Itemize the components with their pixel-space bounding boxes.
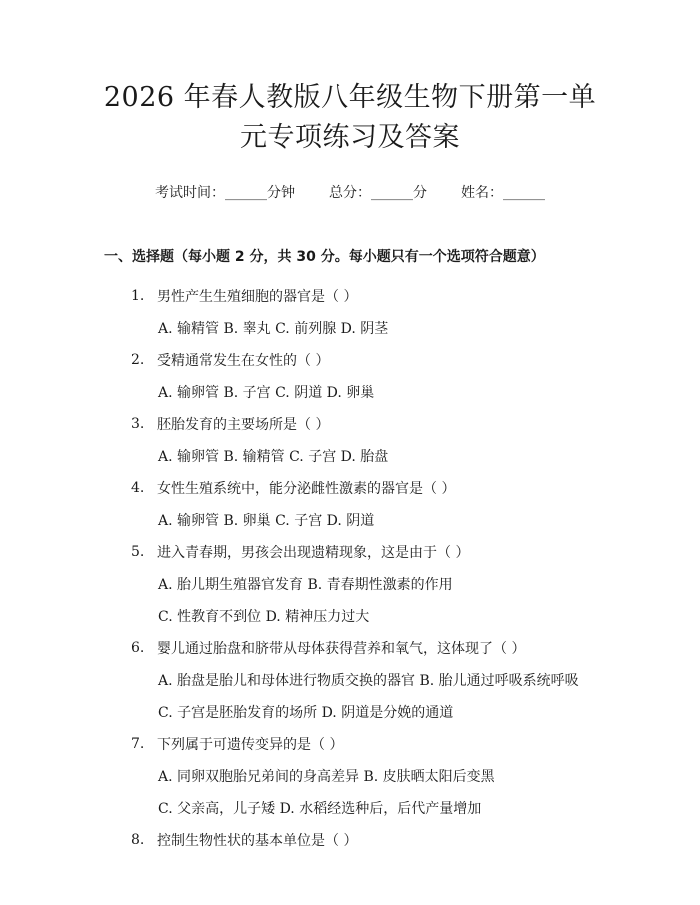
question-item xyxy=(0,280,700,344)
question-item xyxy=(0,728,700,824)
answer-options-line: C. 父亲高，儿子矮 D. 水稻经选种后，后代产量增加 xyxy=(158,801,482,817)
exam-meta xyxy=(0,182,700,202)
section-heading: 一、选择题（每小题 2 分，共 30 分。每小题只有一个选项符合题意） xyxy=(104,249,545,265)
question-item xyxy=(0,824,700,856)
question-stem xyxy=(0,632,700,664)
answer-options-line: A. 输精管 B. 睾丸 C. 前列腺 D. 阴茎 xyxy=(158,321,389,337)
answer-options-line: C. 子宫是胚胎发育的场所 D. 阴道是分娩的通道 xyxy=(158,705,454,721)
document-title: 2026 年春人教版八年级生物下册第一单元专项练习及答案 xyxy=(103,82,597,153)
question-item xyxy=(0,408,700,472)
question-text: 进入青春期，男孩会出现遗精现象，这是由于（ ） xyxy=(157,545,470,561)
answer-options-line: C. 性教育不到位 D. 精神压力过大 xyxy=(158,609,370,625)
question-text: 女性生殖系统中，能分泌雌性激素的器官是（ ） xyxy=(157,481,456,497)
question-item xyxy=(0,536,700,632)
question-number: 3. xyxy=(131,416,145,432)
question-text: 控制生物性状的基本单位是（ ） xyxy=(157,833,358,849)
question-stem xyxy=(0,536,700,568)
question-text: 男性产生生殖细胞的器官是（ ） xyxy=(157,289,358,305)
question-number: 8. xyxy=(131,832,145,848)
question-stem xyxy=(0,344,700,376)
question-stem xyxy=(0,472,700,504)
answer-options-line: A. 输卵管 B. 卵巢 C. 子宫 D. 阴道 xyxy=(158,513,375,529)
question-number: 5. xyxy=(131,544,145,560)
question-number: 2. xyxy=(131,352,145,368)
exam-time-field: 考试时间：______分钟 xyxy=(155,185,295,201)
student-name-field: 姓名：______ xyxy=(461,185,545,201)
question-text: 下列属于可遗传变异的是（ ） xyxy=(157,737,344,753)
question-text: 受精通常发生在女性的（ ） xyxy=(157,353,330,369)
question-number: 1. xyxy=(131,288,145,304)
total-score-field: 总分：______分 xyxy=(329,185,427,201)
question-item xyxy=(0,472,700,536)
answer-options-line: A. 输卵管 B. 子宫 C. 阴道 D. 卵巢 xyxy=(158,385,375,401)
answer-options-line: A. 胎盘是胎儿和母体进行物质交换的器官 B. 胎儿通过呼吸系统呼吸 xyxy=(158,673,579,689)
question-stem xyxy=(0,408,700,440)
question-item xyxy=(0,632,700,728)
question-text: 婴儿通过胎盘和脐带从母体获得营养和氧气，这体现了（ ） xyxy=(157,641,526,657)
question-stem xyxy=(0,280,700,312)
question-list xyxy=(0,280,700,856)
answer-options-line: A. 输卵管 B. 输精管 C. 子宫 D. 胎盘 xyxy=(158,449,389,465)
answer-options-line: A. 同卵双胞胎兄弟间的身高差异 B. 皮肤晒太阳后变黑 xyxy=(158,769,495,785)
question-stem xyxy=(0,728,700,760)
question-number: 6. xyxy=(131,640,145,656)
question-stem xyxy=(0,824,700,856)
answer-options-line: A. 胎儿期生殖器官发育 B. 青春期性激素的作用 xyxy=(158,577,453,593)
question-number: 4. xyxy=(131,480,145,496)
question-item xyxy=(0,344,700,408)
question-number: 7. xyxy=(131,736,145,752)
question-text: 胚胎发育的主要场所是（ ） xyxy=(157,417,330,433)
